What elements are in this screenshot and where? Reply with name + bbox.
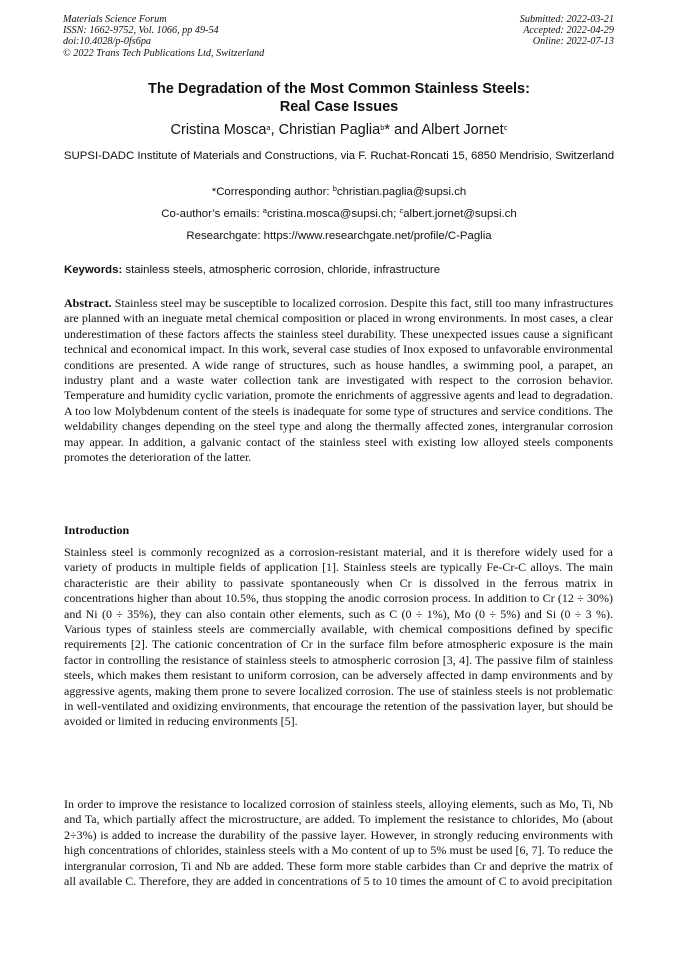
author-2: Christian Paglia [278, 122, 381, 138]
coauthor-c-affil: c [399, 206, 404, 215]
author-3: Albert Jornet [421, 122, 504, 138]
coauthor-c-email[interactable]: albert.jornet@supsi.ch [403, 208, 517, 220]
publication-dates [520, 14, 614, 48]
submitted-date: Submitted: 2022-03-21 [519, 14, 614, 25]
author-separator: , [270, 122, 279, 138]
author-separator: and [390, 122, 422, 138]
keywords-text: stainless steels, atmospheric corrosion, chloride, infrastructure [122, 264, 441, 276]
coauthor-emails [40, 207, 638, 222]
author-2-affil: b [380, 123, 385, 132]
corresponding-author [40, 185, 638, 200]
coauthor-a-affil: a [262, 206, 267, 215]
introduction-heading: Introduction [64, 523, 130, 537]
author-1: Cristina Mosca [170, 122, 267, 138]
online-date: Online: 2022-07-13 [532, 36, 614, 48]
title-line-2: Real Case Issues [279, 99, 399, 115]
coauthor-a-email[interactable]: cristina.mosca@supsi.ch; [266, 208, 400, 220]
abstract-text: Stainless steel may be susceptible to localized corrosion. Despite this fact, still too many infrastructures are planned with an ineguate metal chemical composition or placed in wrong environments. In most cases, a clear underestimation of these factors affects the stainless steel durability. These unexpected issues cause a significant technical and economical impact. In this work, several case studies of Inox exposed to unfavorable environmental conditions are presented. A wide range of structures, such as house handles, a swimming pool, a parapet, an industry plant and a waste water collection tank are investigated with respect to the corrosion behavior. Temperature and humidity cyclic variation, promote the enrichments of aggressive agents and lead to degradation. A too low Molybdenum content of the steels is inadequate for some type of structures and service conditions. The weldability changes depending on the steel type and along the thermally affected zones, intergranular corrosion may appear. In addition, a galvanic contact of the stainless steel with existing low alloyed steels components promotes the deterioration of the latter. [64, 296, 613, 465]
doi: doi:10.4028/p-0fs6pa [63, 36, 152, 48]
author-3-affil: c [503, 123, 508, 132]
author-1-affil: a [266, 123, 271, 132]
abstract-label: Abstract. [64, 296, 112, 310]
keywords [64, 263, 624, 278]
corresponding-email[interactable]: christian.paglia@supsi.ch [336, 186, 467, 198]
researchgate-link[interactable]: Researchgate: https://www.researchgate.net/profile/C-Paglia [186, 230, 492, 242]
corresponding-affil: b [332, 184, 337, 193]
introduction-paragraph-1: Stainless steel is commonly recognized as a corrosion-resistant material, and it is therefore widely used for a variety of products in multiple fields of application [1]. Stainless steels are typically Fe-Cr-C alloys. The main characteristic are their ability to passivate spontaneously when Cr is dissolved in the ferrous matrix in concentrations higher than about 10.5%, thus stopping the anodic corrosion process. In addition to Cr (12 ÷ 30%) and Ni (0 ÷ 35%), they can also contain other elements, such as C (0 ÷ 1%), Mo (0 ÷ 5%) and Si (0 ÷ 3 %). Various types of stainless steels are commercially available, with chemical compositions defined by specific requirements [2]. The cationic concentration of Cr in the surface film before atmospheric exposure is the main factor in controlling the resistance of stainless steels to atmospheric corrosion [3, 4]. The passive film of stainless steels, which makes them resistant to uniform corrosion, can be adversely affected in damp environments and by aggressive agents, making them prone to severe localized corrosion. The use of stainless steels is not problematic in well-ventilated and oxidizing environments, that encourage the retention of the passivation layer, but should be avoided or limited in reducing environments [5]. [64, 545, 613, 729]
journal-info [63, 14, 264, 59]
abstract [64, 296, 613, 465]
corresponding-label: *Corresponding author: [211, 186, 333, 198]
coauthor-label: Co-author’s emails: [161, 208, 263, 220]
copyright: © 2022 Trans Tech Publications Ltd, Switzerland [63, 47, 265, 59]
corresponding-mark: * [384, 122, 391, 138]
affiliation: SUPSI-DADC Institute of Materials and Constructions, via F. Ruchat-Roncati 15, 6850 Mendrisio, Switzerland [63, 150, 615, 162]
journal-issn: ISSN: 1662-9752, Vol. 1066, pp 49-54 [63, 25, 219, 37]
keywords-label: Keywords: [64, 264, 123, 276]
journal-name: Materials Science Forum [63, 14, 167, 25]
author-list [40, 121, 638, 139]
paper-title [40, 80, 638, 116]
accepted-date: Accepted: 2022-04-29 [523, 25, 614, 37]
introduction-paragraph-2: In order to improve the resistance to localized corrosion of stainless steels, alloying elements, such as Mo, Ti, Nb and Ta, which partially affect the microstructure, are added. To implement the resistance to chlorides, Mo (about 2÷3%) is added to increase the durability of the passive layer. However, in strongly reducing environments with high concentrations of chlorides, stainless steels with a Mo content of up to 5% must be used [6, 7]. To reduce the intergranular corrosion, Ti and Nb are added. These form more stable carbides than Cr and deprive the matrix of all available C. Therefore, they are added in concentrations of 5 to 10 times the amount of C to avoid precipitation [64, 797, 613, 889]
title-line-1: The Degradation of the Most Common Stainless Steels: [148, 81, 530, 97]
